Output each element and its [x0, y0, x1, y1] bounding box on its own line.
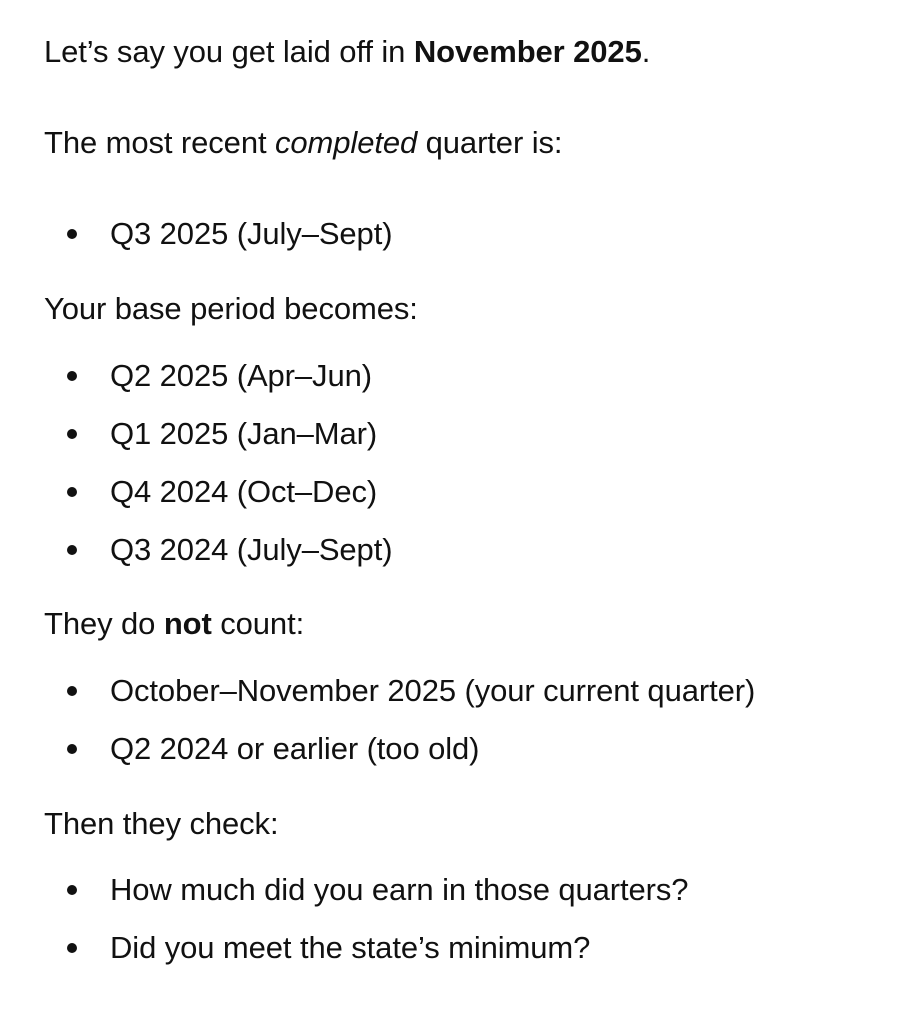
recent-quarter-paragraph	[44, 123, 562, 163]
list-item: How much did you earn in those quarters?	[110, 872, 689, 907]
not-count-paragraph	[44, 604, 304, 644]
recent-quarter-italic: completed	[275, 125, 418, 160]
intro-text: Let’s say you get laid off in	[44, 34, 414, 69]
not-count-bold: not	[163, 606, 212, 641]
list-item: Q4 2024 (Oct–Dec)	[110, 474, 378, 509]
bullet-icon	[67, 487, 77, 497]
bullet-icon	[67, 371, 77, 381]
intro-period: .	[641, 34, 651, 69]
bullet-icon	[67, 545, 77, 555]
list-item: Did you meet the state’s minimum?	[110, 930, 591, 965]
bullet-icon	[67, 885, 77, 895]
base-period-heading: Your base period becomes:	[44, 291, 418, 326]
bullet-icon	[67, 744, 77, 754]
recent-quarter-text-end: quarter is:	[417, 125, 563, 160]
list-item: Q2 2025 (Apr–Jun)	[110, 358, 372, 393]
check-heading: Then they check:	[44, 806, 279, 841]
bullet-icon	[67, 943, 77, 953]
bullet-icon	[67, 686, 77, 696]
not-count-text-start: They do	[44, 606, 164, 641]
intro-paragraph	[44, 32, 650, 72]
bullet-icon	[67, 229, 77, 239]
list-item: Q3 2025 (July–Sept)	[110, 216, 393, 251]
list-item: Q1 2025 (Jan–Mar)	[110, 416, 378, 451]
list-item: October–November 2025 (your current quarter)	[110, 673, 756, 708]
recent-quarter-text-start: The most recent	[44, 125, 275, 160]
bullet-icon	[67, 429, 77, 439]
not-count-text-end: count:	[211, 606, 305, 641]
list-item: Q3 2024 (July–Sept)	[110, 532, 393, 567]
list-item: Q2 2024 or earlier (too old)	[110, 731, 480, 766]
intro-date-bold: November 2025	[413, 34, 642, 69]
